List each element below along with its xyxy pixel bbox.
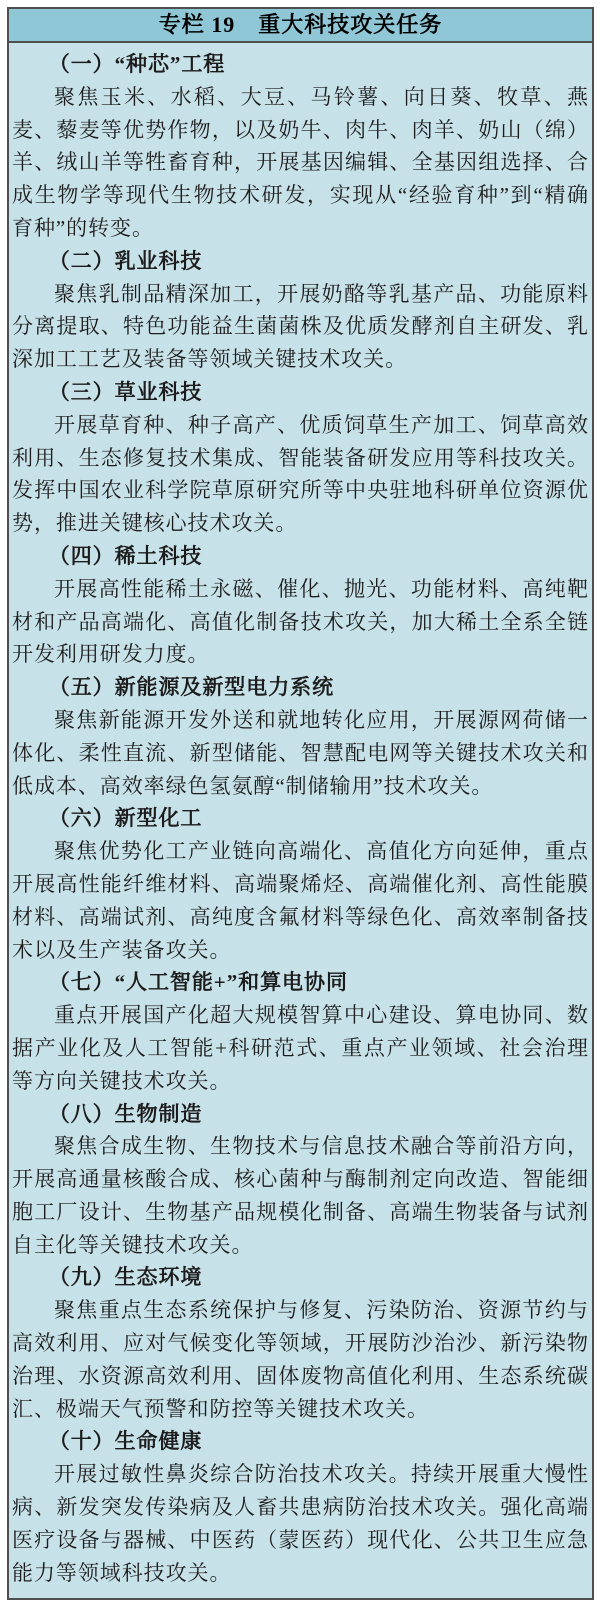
section-heading: （十）生命健康 (48, 1429, 203, 1454)
section-heading: （三）草业科技 (48, 379, 203, 404)
panel-body (9, 43, 592, 1598)
section-paragraph: 聚焦玉米、水稻、大豆、马铃薯、向日葵、牧草、燕麦、藜麦等优势作物，以及奶牛、肉牛、肉羊、奶山（绵）羊、绒山羊等牲畜育种，开展基因编辑、全基因组选择、合成生物学等现代生物技术研发，实现从“经验育种”到“精确育种”的转变。 (12, 84, 589, 240)
section-paragraph: 聚焦乳制品精深加工，开展奶酪等乳基产品、功能原料分离提取、特色功能益生菌菌株及优质发酵剂自主研发、乳深加工工艺及装备等领域关键技术攻关。 (12, 281, 589, 372)
section-paragraph: 聚焦新能源开发外送和就地转化应用，开展源网荷储一体化、柔性直流、新型储能、智慧配电网等关键技术攻关和低成本、高效率绿色氢氨醇“制储输用”技术攻关。 (12, 707, 589, 798)
section-heading: （七）“人工智能+”和算电协同 (48, 970, 348, 995)
section-paragraph: 聚焦重点生态系统保护与修复、污染防治、资源节约与高效利用、应对气候变化等领域，开展防沙治沙、新污染物治理、水资源高效利用、固体废物高值化利用、生态系统碳汇、极端天气预警和防控等关键技术攻关。 (12, 1298, 589, 1421)
section-paragraph: 开展草育种、种子高产、优质饲草生产加工、饲草高效利用、生态修复技术集成、智能装备研发应用等科技攻关。发挥中国农业科学院草原研究所等中央驻地科研单位资源优势，推进关键核心技术攻关。 (12, 412, 589, 536)
section-heading: （五）新能源及新型电力系统 (48, 675, 335, 700)
section-grass-tech (12, 376, 589, 540)
section-heading: （四）稀土科技 (48, 543, 203, 568)
section-heading: （九）生态环境 (48, 1265, 203, 1290)
section-new-energy-power (12, 671, 589, 802)
section-bio-manufacturing (12, 1098, 589, 1262)
section-heading: （二）乳业科技 (48, 248, 203, 273)
section-ai-computing (12, 966, 589, 1097)
section-paragraph: 聚焦优势化工产业链向高端化、高值化方向延伸，重点开展高性能纤维材料、高端聚烯烃、高端催化剂、高性能膜材料、高端试剂、高纯度含氟材料等绿色化、高效率制备技术以及生产装备攻关。 (12, 839, 589, 962)
section-heading: （八）生物制造 (48, 1101, 203, 1126)
section-heading: （一）“种芯”工程 (48, 52, 226, 76)
section-life-health (12, 1425, 589, 1589)
section-paragraph: 开展过敏性鼻炎综合防治技术攻关。持续开展重大慢性病、新发突发传染病及人畜共患病防治技术攻关。强化高端医疗设备与器械、中医药（蒙医药）现代化、公共卫生应急能力等领域科技攻关。 (12, 1462, 589, 1585)
section-seed-core (12, 48, 589, 245)
section-dairy-tech (12, 245, 589, 376)
section-paragraph: 重点开展国产化超大规模智算中心建设、算电协同、数据产业化及人工智能+科研范式、重点产业领域、社会治理等方向关键技术攻关。 (12, 1003, 589, 1093)
panel-title: 专栏 19 重大科技攻关任务 (158, 12, 443, 37)
section-eco-environment (12, 1261, 589, 1425)
callout-box-column-19 (7, 7, 594, 1600)
section-rare-earth-tech (12, 540, 589, 671)
section-new-chemical (12, 802, 589, 966)
panel-header (9, 9, 592, 43)
section-paragraph: 开展高性能稀土永磁、催化、抛光、功能材料、高纯靶材和产品高端化、高值化制备技术攻关，加大稀土全系全链开发利用研发力度。 (12, 576, 589, 667)
section-heading: （六）新型化工 (48, 806, 203, 831)
section-paragraph: 聚焦合成生物、生物技术与信息技术融合等前沿方向，开展高通量核酸合成、核心菌种与酶制剂定向改造、智能细胞工厂设计、生物基产品规模化制备、高端生物装备与试剂自主化等关键技术攻关。 (12, 1134, 589, 1257)
